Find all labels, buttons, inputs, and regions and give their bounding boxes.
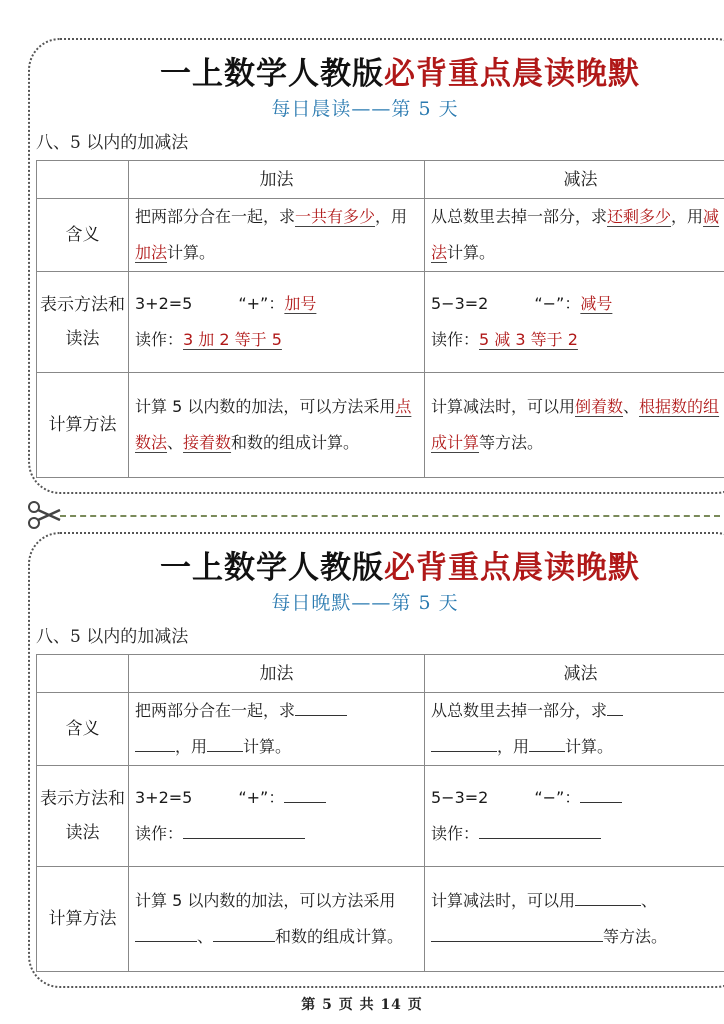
blank-field[interactable] bbox=[213, 925, 275, 942]
cell-add-method bbox=[129, 867, 425, 972]
table-header-row bbox=[37, 655, 724, 693]
text: 把两部分合在一起，求 bbox=[135, 701, 296, 720]
text: 等方法。 bbox=[479, 433, 544, 452]
section-heading: 八、5 以内的加减法 bbox=[36, 627, 189, 647]
equation: 3+2=5 bbox=[135, 294, 193, 313]
row-label: 计算方法 bbox=[37, 867, 129, 972]
cell-add-meaning bbox=[129, 199, 425, 272]
answer: 减号 bbox=[580, 294, 613, 313]
table-row bbox=[37, 373, 724, 478]
text: 计算 5 以内数的加法，可以方法采用 bbox=[135, 397, 396, 416]
row-label: 含义 bbox=[37, 693, 129, 766]
row-label: 含义 bbox=[37, 199, 129, 272]
answer: 接着数 bbox=[183, 433, 232, 452]
answer: 一共有多少 bbox=[295, 207, 376, 226]
text: 和数的组成计算。 bbox=[275, 927, 404, 946]
cell-sub-notation bbox=[425, 272, 724, 373]
text: 、 bbox=[197, 927, 214, 946]
blank-field[interactable] bbox=[607, 699, 623, 716]
text: ，用 bbox=[375, 207, 408, 226]
cell-add-notation bbox=[129, 766, 425, 867]
blank-field[interactable] bbox=[575, 889, 641, 906]
symbol: “+”： bbox=[238, 788, 285, 807]
evening-card bbox=[28, 532, 724, 988]
answer: 还剩多少 bbox=[607, 207, 672, 226]
blank-field[interactable] bbox=[431, 735, 497, 752]
header-subtraction: 减法 bbox=[425, 161, 724, 199]
text: 读作： bbox=[431, 330, 480, 349]
symbol: “−”： bbox=[534, 788, 581, 807]
table-header-row bbox=[37, 161, 724, 199]
text: 等方法。 bbox=[603, 927, 668, 946]
answer: 3 加 2 等于 5 bbox=[183, 330, 282, 349]
cell-add-meaning bbox=[129, 693, 425, 766]
cell-sub-meaning bbox=[425, 199, 724, 272]
page-number: 第 5 页 共 14 页 bbox=[301, 997, 423, 1013]
table-row bbox=[37, 693, 724, 766]
text: 计算。 bbox=[447, 243, 496, 262]
answer: 加法 bbox=[135, 243, 168, 262]
answer: 加号 bbox=[284, 294, 317, 313]
title-red: 必背重点晨读晚默 bbox=[384, 56, 640, 92]
symbol: “+”： bbox=[238, 294, 285, 313]
cell-sub-method bbox=[425, 867, 724, 972]
table-row bbox=[37, 867, 724, 972]
title-black: 一上数学人教版 bbox=[160, 550, 384, 586]
cell-sub-meaning bbox=[425, 693, 724, 766]
answer: 倒着数 bbox=[575, 397, 624, 416]
answer: 减法 bbox=[431, 207, 720, 262]
header-subtraction: 减法 bbox=[425, 655, 724, 693]
cut-line bbox=[60, 515, 720, 517]
text: ，用 bbox=[175, 737, 208, 756]
text: 和数的组成计算。 bbox=[231, 433, 360, 452]
text: 计算。 bbox=[565, 737, 614, 756]
text: 计算。 bbox=[167, 243, 216, 262]
answer: 根据数的组成计算 bbox=[431, 397, 720, 452]
morning-card bbox=[28, 38, 724, 494]
text: ，用 bbox=[671, 207, 704, 226]
blank-field[interactable] bbox=[284, 786, 326, 803]
header-addition: 加法 bbox=[129, 161, 425, 199]
blank-field[interactable] bbox=[207, 735, 243, 752]
blank-field[interactable] bbox=[135, 925, 197, 942]
row-label: 计算方法 bbox=[37, 373, 129, 478]
text: 计算。 bbox=[243, 737, 292, 756]
text: 计算减法时，可以用 bbox=[431, 397, 576, 416]
blank-field[interactable] bbox=[479, 822, 601, 839]
blank-field[interactable] bbox=[183, 822, 305, 839]
cell-sub-notation bbox=[425, 766, 724, 867]
text: 读作： bbox=[135, 824, 184, 843]
title-red: 必背重点晨读晚默 bbox=[384, 550, 640, 586]
header-empty bbox=[37, 161, 129, 199]
morning-table bbox=[36, 160, 724, 478]
equation: 5−3=2 bbox=[431, 294, 489, 313]
table-row bbox=[37, 766, 724, 867]
text: 、 bbox=[641, 891, 658, 910]
blank-field[interactable] bbox=[295, 699, 347, 716]
main-title bbox=[160, 542, 640, 587]
blank-field[interactable] bbox=[135, 735, 175, 752]
answer: 点数法 bbox=[135, 397, 412, 452]
main-title bbox=[160, 48, 640, 93]
text: 、 bbox=[623, 397, 640, 416]
blank-field[interactable] bbox=[431, 925, 603, 942]
equation: 3+2=5 bbox=[135, 788, 193, 807]
text: 从总数里去掉一部分，求 bbox=[431, 207, 608, 226]
evening-table bbox=[36, 654, 724, 972]
text: 计算 5 以内数的加法，可以方法采用 bbox=[135, 891, 396, 910]
text: 从总数里去掉一部分，求 bbox=[431, 701, 608, 720]
symbol: “−”： bbox=[534, 294, 581, 313]
row-label: 表示方法和读法 bbox=[37, 766, 129, 867]
text: 读作： bbox=[135, 330, 184, 349]
row-label: 表示方法和读法 bbox=[37, 272, 129, 373]
text: 、 bbox=[167, 433, 184, 452]
cell-sub-method bbox=[425, 373, 724, 478]
equation: 5−3=2 bbox=[431, 788, 489, 807]
blank-field[interactable] bbox=[580, 786, 622, 803]
answer: 5 减 3 等于 2 bbox=[479, 330, 578, 349]
text: 计算减法时，可以用 bbox=[431, 891, 576, 910]
header-addition: 加法 bbox=[129, 655, 425, 693]
text: 把两部分合在一起，求 bbox=[135, 207, 296, 226]
text: 读作： bbox=[431, 824, 480, 843]
text: ，用 bbox=[497, 737, 530, 756]
header-empty bbox=[37, 655, 129, 693]
morning-subtitle: 每日晨读——第 5 天 bbox=[271, 98, 459, 120]
title-black: 一上数学人教版 bbox=[160, 56, 384, 92]
cell-add-notation bbox=[129, 272, 425, 373]
table-row bbox=[37, 272, 724, 373]
blank-field[interactable] bbox=[529, 735, 565, 752]
evening-subtitle: 每日晚默——第 5 天 bbox=[271, 592, 459, 614]
table-row bbox=[37, 199, 724, 272]
cell-add-method bbox=[129, 373, 425, 478]
section-heading: 八、5 以内的加减法 bbox=[36, 133, 189, 153]
